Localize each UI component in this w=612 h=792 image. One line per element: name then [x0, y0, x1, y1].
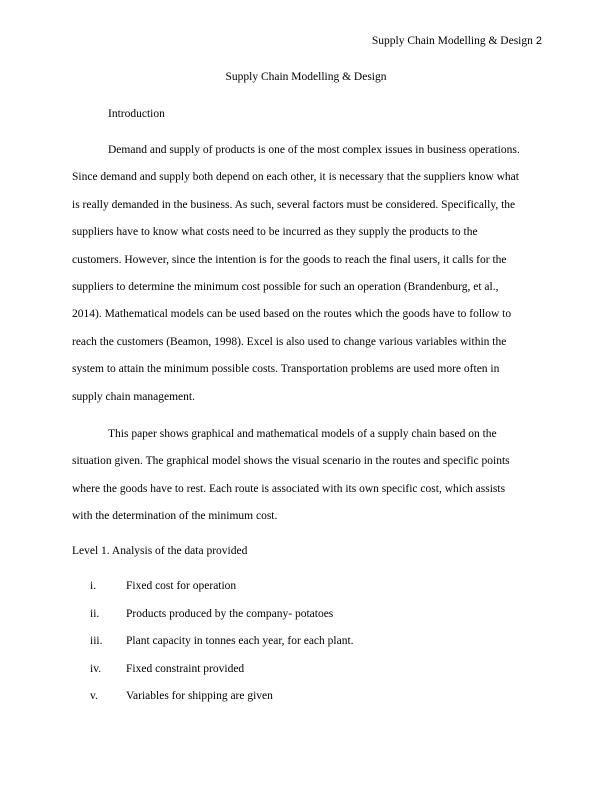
- document-title: Supply Chain Modelling & Design: [225, 71, 387, 83]
- paragraph-line: with the determination of the minimum cost.: [72, 510, 278, 523]
- list-numeral: ii.: [90, 607, 100, 620]
- paragraph-line: Demand and supply of products is one of the most complex issues in business operations.: [108, 144, 520, 156]
- list-item: [72, 628, 354, 656]
- list-numeral: iv.: [90, 662, 102, 675]
- paragraph-line: customers. However, since the intention is for the goods to reach the final users, it calls for the: [72, 253, 507, 266]
- paragraph-line: suppliers have to know what costs need to be incurred as they supply the products to the: [72, 226, 478, 239]
- running-title: Supply Chain Modelling & Design: [371, 35, 533, 47]
- list-item-text: Variables for shipping are given: [126, 690, 273, 703]
- paragraph-line: suppliers to determine the minimum cost possible for such an operation (Brandenburg, et al.,: [72, 281, 499, 294]
- introduction-heading: Introduction: [108, 108, 165, 120]
- list-item: [72, 573, 354, 601]
- page-number: 2: [535, 35, 542, 47]
- list-item: [72, 683, 354, 711]
- paragraph-introduction: [72, 137, 543, 411]
- list-numeral: v.: [90, 690, 98, 703]
- list-numeral: i.: [90, 580, 97, 592]
- list-item-text: Fixed cost for operation: [126, 580, 237, 592]
- paragraph-line: system to attain the minimum possible costs. Transportation problems are used more often in: [72, 363, 500, 376]
- list-item-text: Products produced by the company- potatoes: [126, 607, 334, 620]
- paragraph-line: Since demand and supply both depend on each other, it is necessary that the suppliers know what: [72, 171, 519, 184]
- list-numeral: iii.: [90, 635, 103, 648]
- paragraph-overview: [72, 421, 543, 531]
- paragraph-line: supply chain management.: [72, 390, 195, 403]
- analysis-list: [72, 573, 354, 711]
- list-item: [72, 601, 354, 629]
- list-item-text: Plant capacity in tonnes each year, for each plant.: [126, 635, 354, 648]
- paragraph-line: is really demanded in the business. As such, several factors must be considered. Specifically, the: [72, 198, 516, 211]
- paragraph-line: situation given. The graphical model shows the visual scenario in the routes and specific points: [72, 455, 510, 468]
- running-header: [372, 35, 542, 47]
- paragraph-line: This paper shows graphical and mathematical models of a supply chain based on the: [108, 428, 497, 440]
- list-item-text: Fixed constraint provided: [126, 662, 245, 675]
- paragraph-line: 2014). Mathematical models can be used based on the routes which the goods have to follow to: [72, 308, 512, 321]
- level-1-heading: Level 1. Analysis of the data provided: [72, 545, 248, 557]
- paragraph-line: reach the customers (Beamon, 1998). Excel is also used to change various variables within the: [72, 335, 507, 348]
- list-item: [72, 656, 354, 684]
- paragraph-line: where the goods have to rest. Each route is associated with its own specific cost, which assists: [72, 482, 506, 495]
